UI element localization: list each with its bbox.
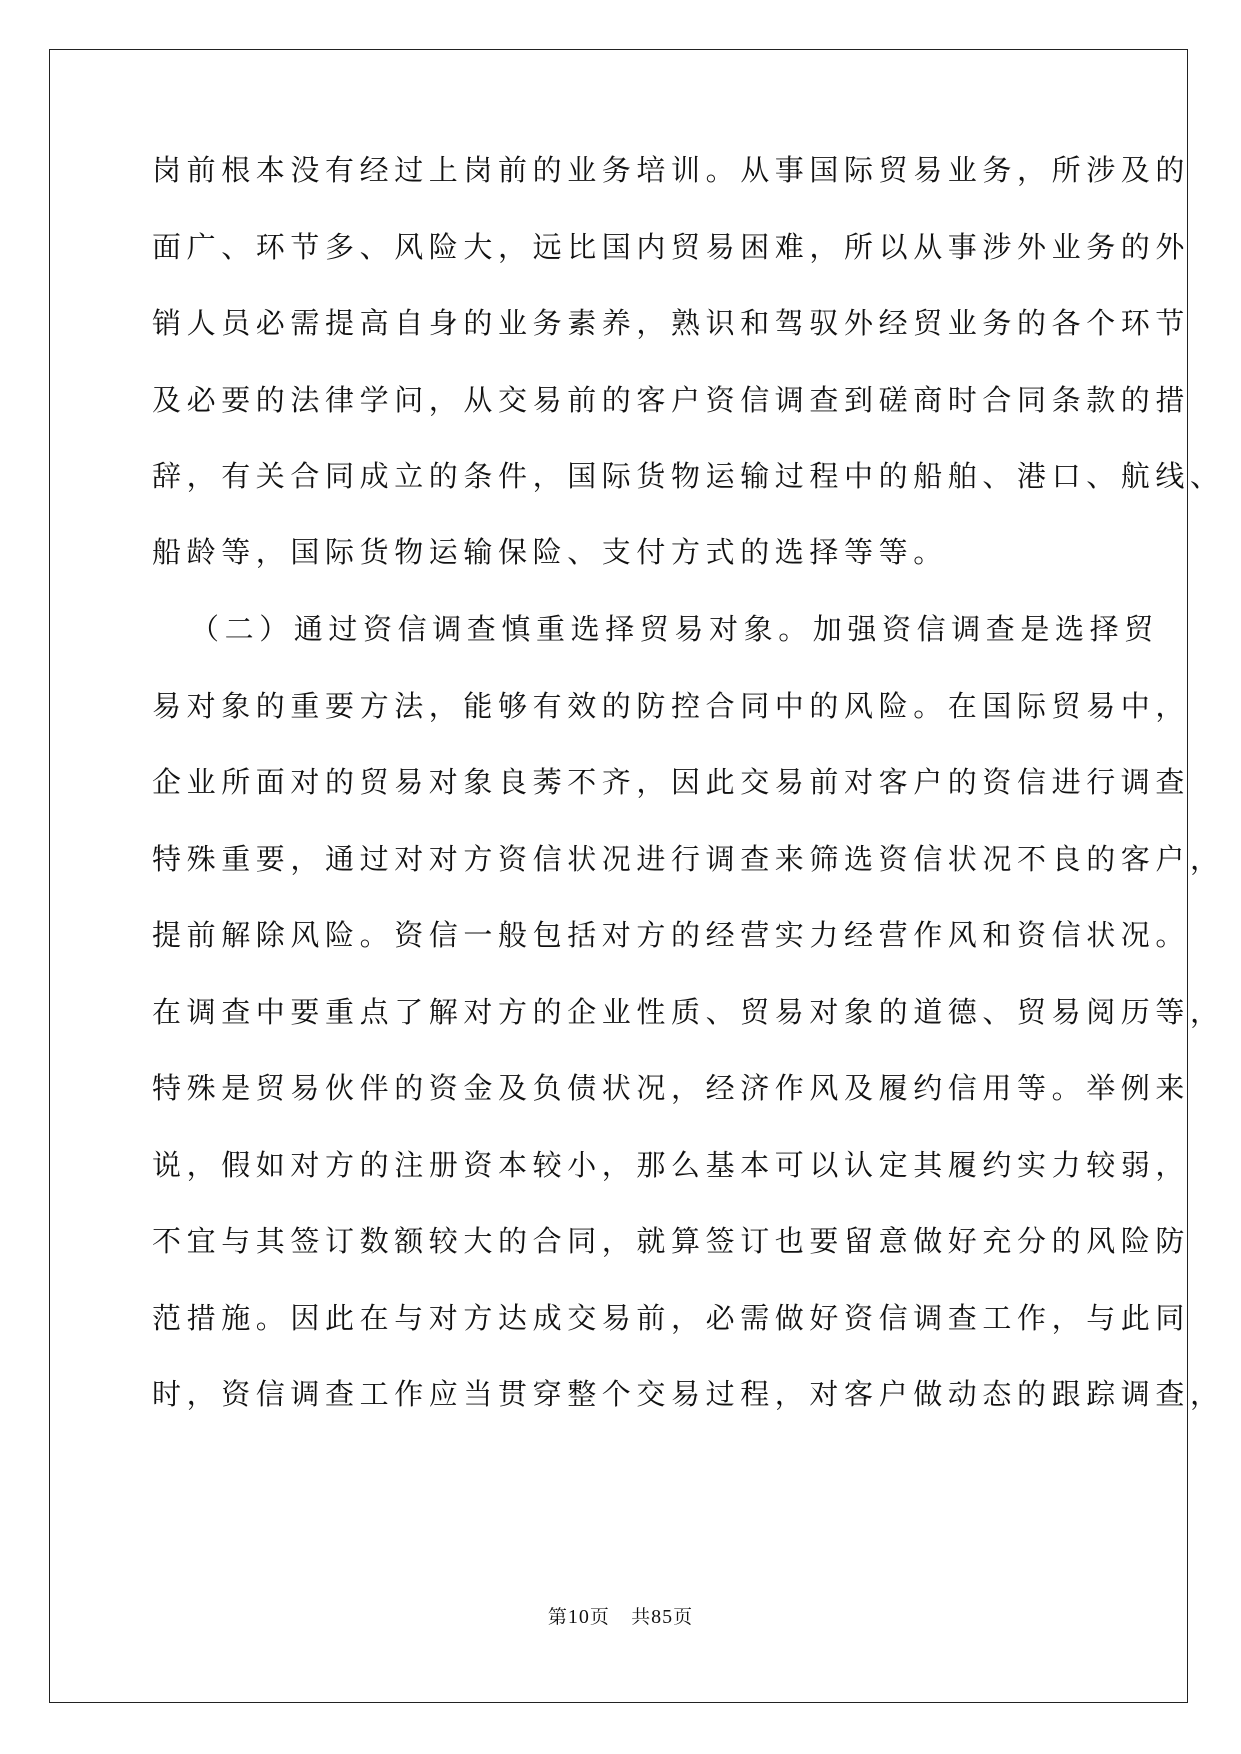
body-text-line: 提前解除风险。资信一般包括对方的经营实力经营作风和资信状况。	[152, 918, 1191, 952]
body-text-line: 面广、环节多、风险大，远比国内贸易困难，所以从事涉外业务的外	[152, 230, 1191, 264]
body-text-line: 时，资信调查工作应当贯穿整个交易过程，对客户做动态的跟踪调查，	[152, 1377, 1225, 1411]
page-label-suffix: 页	[589, 1606, 610, 1628]
body-text-line: 及必要的法律学问，从交易前的客户资信调查到磋商时合同条款的措	[152, 383, 1191, 417]
body-text-line: 说，假如对方的注册资本较小，那么基本可以认定其履约实力较弱，	[152, 1148, 1191, 1182]
page-number: 10	[567, 1606, 590, 1628]
total-label-suffix: 页	[673, 1606, 694, 1628]
body-text-line: 船龄等，国际货物运输保险、支付方式的选择等等。	[152, 535, 948, 569]
body-text-line: 岗前根本没有经过上岗前的业务培训。从事国际贸易业务，所涉及的	[152, 153, 1191, 187]
body-text-line: 特殊是贸易伙伴的资金及负债状况，经济作风及履约信用等。举例来	[152, 1071, 1191, 1105]
total-pages: 85	[651, 1606, 674, 1628]
body-text-line: 特殊重要，通过对对方资信状况进行调查来筛选资信状况不良的客户，	[152, 842, 1225, 876]
total-label-prefix: 共	[631, 1606, 652, 1628]
body-text-line: 在调查中要重点了解对方的企业性质、贸易对象的道德、贸易阅历等，	[152, 995, 1225, 1029]
paragraph-first-line: （二）通过资信调查慎重选择贸易对象。加强资信调查是选择贸	[190, 612, 1159, 646]
body-text-line: 易对象的重要方法，能够有效的防控合同中的风险。在国际贸易中，	[152, 689, 1191, 723]
body-text-line: 销人员必需提高自身的业务素养，熟识和驾驭外经贸业务的各个环节	[152, 306, 1191, 340]
body-text-line: 范措施。因此在与对方达成交易前，必需做好资信调查工作，与此同	[152, 1301, 1191, 1335]
body-text-line: 不宜与其签订数额较大的合同，就算签订也要留意做好充分的风险防	[152, 1224, 1191, 1258]
page-label-prefix: 第	[547, 1606, 568, 1628]
page-footer	[0, 1604, 1241, 1630]
body-text-line: 辞，有关合同成立的条件，国际货物运输过程中的船舶、港口、航线、	[152, 459, 1225, 493]
body-text-line: 企业所面对的贸易对象良莠不齐，因此交易前对客户的资信进行调查	[152, 765, 1191, 799]
